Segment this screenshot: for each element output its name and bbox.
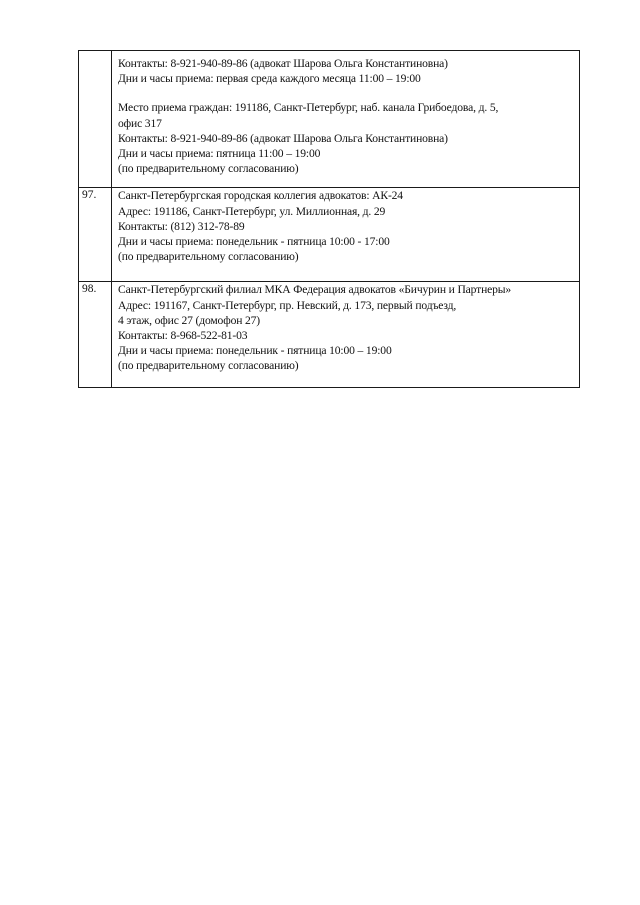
table-row xyxy=(79,51,580,188)
office-line: офис 317 xyxy=(118,116,162,130)
address-line: Адрес: 191167, Санкт-Петербург, пр. Невский, д. 173, первый подъезд, xyxy=(118,298,457,312)
advocates-table xyxy=(78,50,580,388)
hours-line: Дни и часы приема: понедельник - пятница 10:00 – 19:00 xyxy=(118,344,392,358)
row-details xyxy=(112,282,580,387)
row-details xyxy=(112,51,580,188)
note-line: (по предварительному согласованию) xyxy=(118,162,299,176)
note-line: (по предварительному согласованию) xyxy=(118,359,299,373)
hours-line: Дни и часы приема: понедельник - пятница 10:00 - 17:00 xyxy=(118,235,390,249)
address-line: Адрес: 191186, Санкт-Петербург, ул. Миллионная, д. 29 xyxy=(118,204,386,218)
hours-line: Дни и часы приема: пятница 11:00 – 19:00 xyxy=(118,147,321,161)
row-details xyxy=(112,188,580,282)
contacts-line: Контакты: (812) 312-78-89 xyxy=(118,219,245,233)
hours-line: Дни и часы приема: первая среда каждого месяца 11:00 – 19:00 xyxy=(118,72,421,86)
table-row xyxy=(79,282,580,387)
paragraph-gap xyxy=(118,86,577,100)
table-row xyxy=(79,188,580,282)
organization-line: Санкт-Петербургская городская коллегия адвокатов: АК-24 xyxy=(118,189,403,203)
contacts-line: Контакты: 8-968-522-81-03 xyxy=(118,329,248,343)
contacts-line: Контакты: 8-921-940-89-86 (адвокат Шарова Ольга Константиновна) xyxy=(118,57,448,70)
contacts-line: Контакты: 8-921-940-89-86 (адвокат Шарова Ольга Константиновна) xyxy=(118,131,448,145)
organization-line: Санкт-Петербургский филиал МКА Федерация адвокатов «Бичурин и Партнеры» xyxy=(118,283,512,297)
row-number: 97. xyxy=(79,188,112,282)
row-number xyxy=(79,51,112,188)
row-number: 98. xyxy=(79,282,112,387)
note-line: (по предварительному согласованию) xyxy=(118,250,299,264)
reception-place-line: Место приема граждан: 191186, Санкт-Петербург, наб. канала Грибоедова, д. 5, xyxy=(118,101,499,115)
address-continuation-line: 4 этаж, офис 27 (домофон 27) xyxy=(118,313,261,327)
